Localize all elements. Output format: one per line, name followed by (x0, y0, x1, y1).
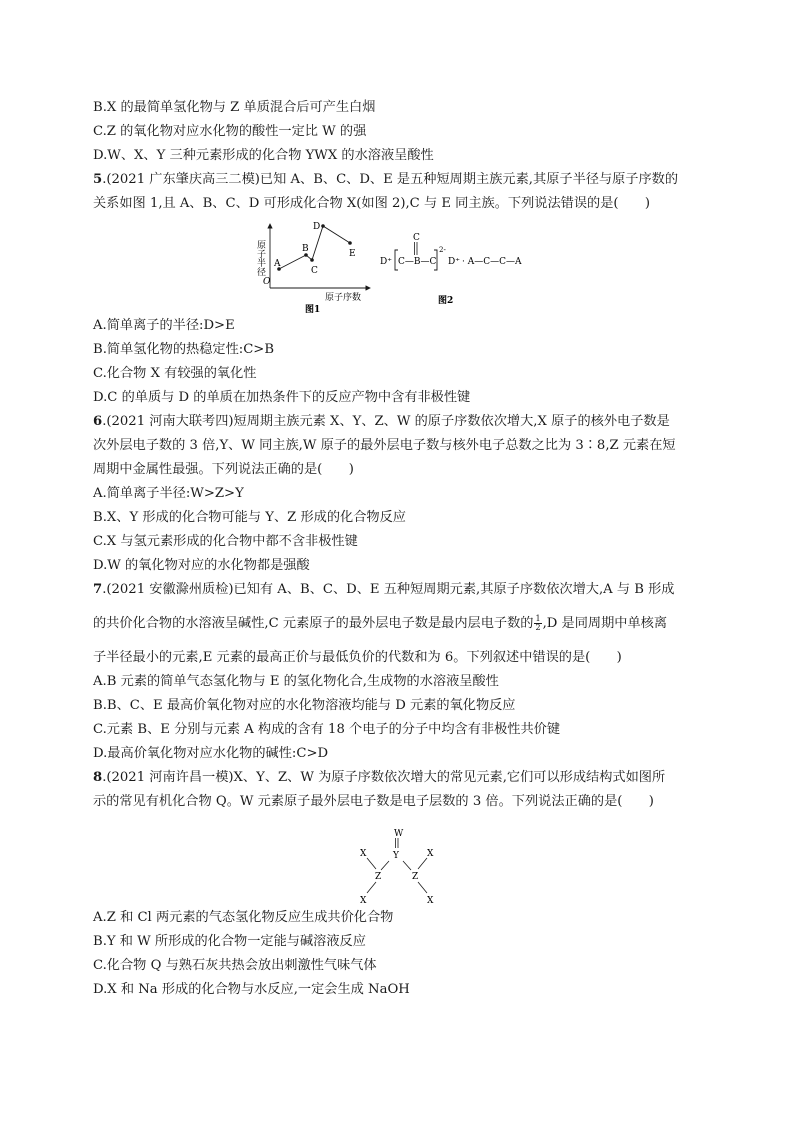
q8-option-c: C.化合物 Q 与熟石灰共热会放出刺激性气味气体 (93, 958, 377, 973)
z-x-bond-ll (367, 882, 376, 893)
q4-option-b: B.X 的最简单氢化物与 Z 单质混合后可产生白烟 (93, 100, 376, 115)
q7-option-c: C.元素 B、E 分别与元素 A 构成的含有 18 个电子的分子中均含有非极性共价键 (93, 722, 561, 737)
figure-2-caption: 图2 (438, 296, 454, 306)
q8-stem-line1 (93, 766, 665, 790)
q4-option-d: D.W、X、Y 三种元素形成的化合物 YWX 的水溶液呈酸性 (93, 148, 434, 163)
atom-x-lower-right: X (427, 896, 434, 906)
q6-stem-line2: 次外层电子数的 3 倍,Y、W 同主族,W 原子的最外层电子数与核外电子总数之比为 3∶8,Z 元素在短 (93, 438, 676, 453)
q7-stem-line1 (93, 578, 674, 602)
figure-1-caption: 图1 (305, 305, 321, 314)
q5-stem-text1: .(2021 广东肇庆高三二模)已知 A、B、C、D、E 是五种短周期主族元素,其原子半径与原子序数的 (102, 172, 679, 187)
d-plus-right: D⁺ (448, 257, 460, 267)
q8-stem-text1: .(2021 河南许昌一模)X、Y、Z、W 为原子序数依次增大的常见元素,它们可以形成结构式如图所 (102, 770, 666, 785)
q6-number: 6 (93, 414, 103, 429)
q5-stem-line1 (93, 168, 678, 192)
q7-option-d: D.最高价氧化物对应水化物的碱性:C>D (93, 746, 329, 761)
q6-option-d: D.W 的氧化物对应的水化物都是强酸 (93, 558, 310, 573)
q5-number: 5 (93, 172, 103, 187)
fraction-numerator: 1 (535, 614, 541, 623)
atom-z-left: Z (375, 872, 382, 882)
d-plus-left: D⁺ (380, 257, 392, 267)
origin-label: O (263, 277, 271, 287)
point-c-label: C (311, 266, 318, 276)
q6-stem-text1: .(2021 河南大联考四)短周期主族元素 X、Y、Z、W 的原子序数依次增大,X 原子的核外电子数是 (102, 414, 670, 429)
q7-option-a: A.B 元素的简单气态氢化物与 E 的氢化物化合,生成物的水溶液呈酸性 (93, 674, 499, 689)
atom-x-upper-left: X (360, 849, 367, 859)
top-c: C (413, 233, 420, 243)
q8-structure-q (260, 826, 460, 908)
q5-option-d: D.C 的单质与 D 的单质在加热条件下的反应产物中含有非极性键 (93, 390, 471, 405)
point-e-label: E (349, 249, 356, 259)
q7-stem-text1: .(2021 安徽滁州质检)已知有 A、B、C、D、E 五种短周期元素,其原子序数依次增大,A 与 B 形成 (102, 582, 675, 597)
point-d-label: D (313, 222, 321, 232)
q8-option-d: D.X 和 Na 形成的化合物与水反应,一定会生成 NaOH (93, 982, 410, 997)
figure-2-compound-x (256, 226, 556, 312)
q8-number: 8 (93, 770, 103, 785)
q6-option-b: B.X、Y 形成的化合物可能与 Y、Z 形成的化合物反应 (93, 510, 406, 525)
point-b-label: B (302, 244, 309, 254)
q8-option-a: A.Z 和 Cl 两元素的气态氢化物反应生成共价化合物 (93, 910, 394, 925)
x-axis-label: 原子序数 (325, 293, 362, 303)
fraction-denominator: 2 (535, 623, 541, 632)
q7-stem-line3: 子半径最小的元素,E 元素的最高正价与最低负价的代数和为 6。下列叙述中错误的是( ) (93, 650, 622, 665)
q7-stem-text2b: ,D 是同周期中单核离 (542, 616, 668, 631)
q8-stem-line2: 示的常见有机化合物 Q。W 元素原子最外层电子数是电子层数的 3 倍。下列说法正确的是( ) (93, 794, 654, 809)
q7-stem-line2 (93, 612, 667, 636)
q5-option-c: C.化合物 X 有较强的氧化性 (93, 366, 257, 381)
q8-option-b: B.Y 和 W 所形成的化合物一定能与碱溶液反应 (93, 934, 366, 949)
atom-z-right: Z (412, 872, 419, 882)
core-c-b-c: C—B—C (398, 257, 437, 267)
atom-w: W (394, 829, 404, 839)
charge-2-minus: 2- (439, 246, 446, 254)
q7-stem-text2a: 的共价化合物的水溶液呈碱性,C 元素原子的最外层电子数是最内层电子数的 (93, 616, 534, 631)
z-x-bond-lr (418, 882, 427, 893)
q6-option-a: A.简单离子半径:W>Z>Y (93, 486, 244, 501)
q5-stem-line2: 关系如图 1,且 A、B、C、D 可形成化合物 X(如图 2),C 与 E 同主族。下列说法错误的是( ) (93, 196, 651, 211)
q5-option-b: B.简单氢化物的热稳定性:C>B (93, 342, 275, 357)
atom-x-upper-right: X (427, 849, 434, 859)
x-z-bond-ul (367, 858, 376, 869)
chain-a-c-c-a: · A—C—C—A (462, 257, 522, 267)
q4-option-c: C.Z 的氧化物对应水化物的酸性一定比 W 的强 (93, 124, 367, 139)
x-z-bond-ur (418, 858, 427, 869)
y-axis-label: 原子半径 (255, 240, 265, 276)
q6-stem-line1 (93, 410, 670, 434)
atom-y: Y (393, 851, 399, 861)
q7-option-b: B.B、C、E 最高价氧化物对应的水化物溶液均能与 D 元素的氧化物反应 (93, 698, 516, 713)
q5-option-a: A.简单离子的半径:D>E (93, 318, 235, 333)
q7-number: 7 (93, 582, 103, 597)
atom-x-lower-left: X (360, 896, 367, 906)
q6-option-c: C.X 与氢元素形成的化合物中都不含非极性键 (93, 534, 358, 549)
y-z-bond-left (381, 861, 389, 870)
q6-stem-line3: 周期中金属性最强。下列说法正确的是( ) (93, 462, 354, 477)
one-half-fraction (534, 615, 541, 632)
y-z-bond-right (403, 861, 411, 870)
point-a-label: A (274, 259, 281, 269)
